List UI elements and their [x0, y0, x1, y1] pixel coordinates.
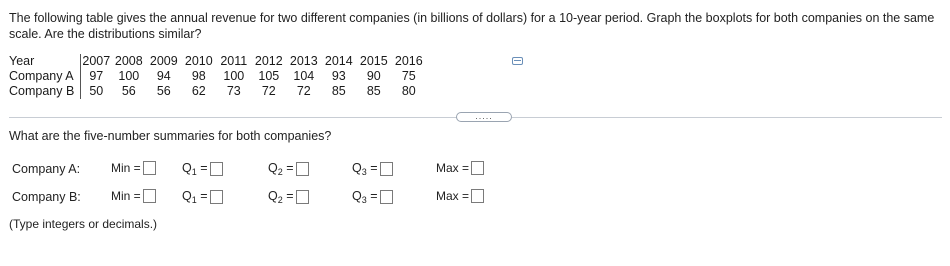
max-label: Max =	[436, 161, 470, 175]
q3-label: $Q_3$ =	[352, 189, 378, 205]
year-cell: 2016	[394, 54, 423, 68]
company-b-q3-field	[352, 189, 393, 205]
table-cell: 50	[89, 84, 104, 98]
year-cell: 2015	[359, 54, 388, 68]
company-b-max-input[interactable]	[471, 189, 484, 203]
copy-table-icon[interactable]	[512, 57, 523, 65]
company-a-q3-input[interactable]	[380, 162, 393, 176]
company-b-q1-input[interactable]	[210, 190, 223, 204]
section-divider	[9, 117, 457, 118]
input-hint: (Type integers or decimals.)	[9, 217, 158, 231]
table-cell: 104	[293, 69, 315, 83]
table-cell: 75	[401, 69, 416, 83]
company-a-label: Company A:	[12, 162, 81, 176]
company-b-min-field	[111, 189, 156, 203]
company-a-q3-field	[352, 161, 393, 177]
table-cell: 98	[191, 69, 206, 83]
row-label: Company A	[9, 69, 81, 84]
company-a-min-input[interactable]	[143, 161, 156, 175]
table-cell: 62	[191, 84, 206, 98]
question-prompt: The following table gives the annual revenue for two different companies (in billions of dollars) for a 10-year period. Graph the boxplots for both companies on the same scale. Are the distributions similar?	[9, 11, 935, 41]
year-header: Year	[9, 54, 81, 69]
year-cell: 2009	[149, 54, 178, 68]
year-cell: 2011	[220, 54, 248, 68]
table-cell: 80	[401, 84, 416, 98]
table-cell: 100	[118, 69, 140, 83]
table-cell: 56	[121, 84, 136, 98]
company-b-max-field	[436, 189, 484, 203]
company-b-q2-field	[268, 189, 309, 205]
company-b-min-input[interactable]	[143, 189, 156, 203]
company-b-q2-input[interactable]	[296, 190, 309, 204]
table-cell: 72	[261, 84, 276, 98]
q2-label: $Q_2$ =	[268, 161, 294, 177]
table-cell: 56	[156, 84, 171, 98]
table-cell: 93	[331, 69, 346, 83]
table-row-company-b	[9, 84, 426, 99]
q3-label: $Q_3$ =	[352, 161, 378, 177]
table-cell: 100	[223, 69, 245, 83]
year-cell: 2014	[324, 54, 353, 68]
table-cell: 73	[226, 84, 241, 98]
section-divider	[512, 117, 942, 118]
table-header-row	[9, 54, 426, 69]
table-cell: 72	[296, 84, 311, 98]
min-label: Min =	[111, 189, 141, 203]
row-label: Company B	[9, 84, 81, 99]
company-a-q1-field	[182, 161, 223, 177]
table-cell: 90	[366, 69, 381, 83]
q1-label: $Q_1$ =	[182, 161, 208, 177]
company-a-q2-input[interactable]	[296, 162, 309, 176]
expand-button[interactable]: .....	[456, 112, 512, 122]
table-cell: 105	[258, 69, 280, 83]
year-cell: 2013	[289, 54, 318, 68]
year-cell: 2010	[184, 54, 213, 68]
revenue-table	[9, 54, 426, 99]
table-cell: 85	[331, 84, 346, 98]
year-cell: 2012	[254, 54, 283, 68]
year-cell: 2007	[82, 54, 111, 68]
q1-label: $Q_1$ =	[182, 189, 208, 205]
company-a-max-input[interactable]	[471, 161, 484, 175]
min-label: Min =	[111, 161, 141, 175]
table-row-company-a	[9, 69, 426, 84]
company-b-label: Company B:	[12, 190, 81, 204]
q2-label: $Q_2$ =	[268, 189, 294, 205]
table-cell: 85	[366, 84, 381, 98]
company-a-min-field	[111, 161, 156, 175]
company-b-q3-input[interactable]	[380, 190, 393, 204]
subquestion-text: What are the five-number summaries for both companies?	[9, 129, 332, 143]
company-a-q1-input[interactable]	[210, 162, 223, 176]
max-label: Max =	[436, 189, 470, 203]
table-cell: 94	[156, 69, 171, 83]
year-cell: 2008	[114, 54, 143, 68]
company-a-max-field	[436, 161, 484, 175]
table-cell: 97	[89, 69, 104, 83]
company-b-q1-field	[182, 189, 223, 205]
company-a-q2-field	[268, 161, 309, 177]
